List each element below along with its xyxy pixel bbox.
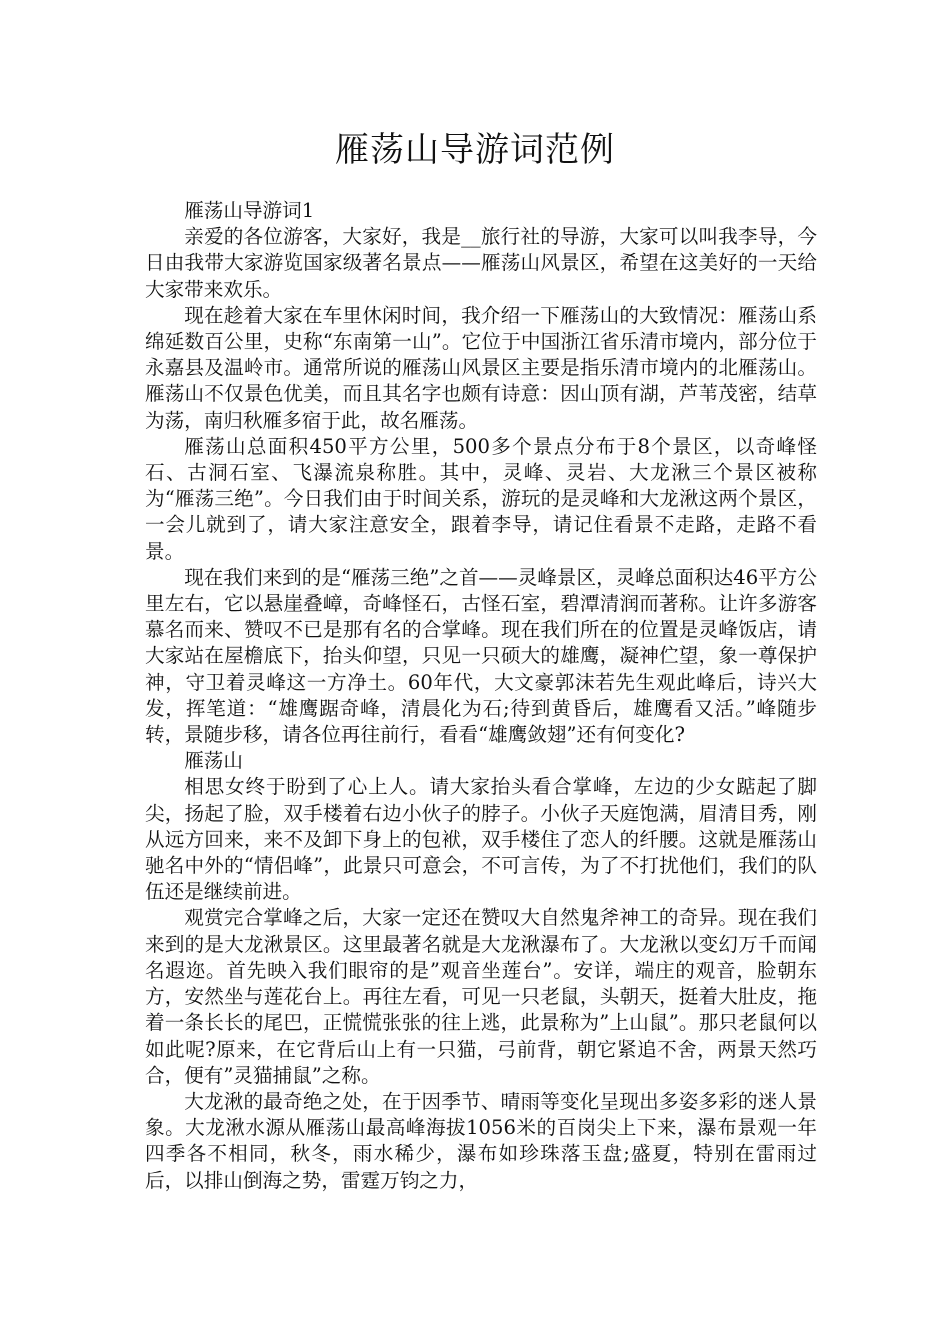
paragraph: 现在我们来到的是“雁荡三绝”之首——灵峰景区，灵峰总面积达46平方公里左右，它以悬崖叠嶂，奇峰怪石，古怪石室，碧潭清润而著称。让许多游客慕名而来、赞叹不已是那有名的合掌峰。现在我们所在的位置是灵峰饭店，请大家站在屋檐底下，抬头仰望，只见一只硕大的雄鹰，凝神伫望，象一尊保护神，守卫着灵峰这一方净土。60年代，大文豪郭沫若先生观此峰后，诗兴大发，挥笔道：“雄鹰踞奇峰，清晨化为石;待到黄昏后，雄鹰看又活。”峰随步转，景随步移，请各位再往前行，看看“雄鹰敛翅”还有何变化? (145, 565, 817, 747)
document-title: 雁荡山导游词范例 (335, 130, 615, 170)
paragraph: 雁荡山总面积450平方公里，500多个景点分布于8个景区，以奇峰怪石、古洞石室、飞瀑流泉称胜。其中，灵峰、灵岩、大龙湫三个景区被称为“雁荡三绝”。今日我们由于时间关系，游玩的是灵峰和大龙湫这两个景区，一会儿就到了，请大家注意安全，跟着李导，请记住看景不走路，走路不看景。 (145, 434, 817, 563)
paragraph: 亲爱的各位游客，大家好，我是__旅行社的导游，大家可以叫我李导，今日由我带大家游览国家级著名景点——雁荡山风景区，希望在这美好的一天给大家带来欢乐。 (145, 225, 817, 301)
paragraph: 大龙湫的最奇绝之处，在于因季节、晴雨等变化呈现出多姿多彩的迷人景象。大龙湫水源从雁荡山最高峰海拔1056米的百岗尖上下来，瀑布景观一年四季各不相同，秋冬，雨水稀少，瀑布如珍珠落玉盘;盛夏，特别在雷雨过后，以排山倒海之势，雷霆万钧之力， (145, 1089, 817, 1192)
paragraph-heading: 雁荡山导游词1 (184, 199, 315, 222)
paragraph-subheading: 雁荡山 (184, 749, 243, 773)
document-body (145, 198, 817, 1194)
paragraph: 相思女终于盼到了心上人。请大家抬头看合掌峰，左边的少女踮起了脚尖，扬起了脸，双手楼着右边小伙子的脖子。小伙子天庭饱满，眉清目秀，刚从远方回来，来不及卸下身上的包袱，双手楼住了恋人的纤腰。这就是雁荡山驰名中外的“情侣峰”，此景只可意会，不可言传，为了不打扰他们，我们的队伍还是继续前进。 (145, 775, 817, 904)
paragraph: 观赏完合掌峰之后，大家一定还在赞叹大自然鬼斧神工的奇异。现在我们来到的是大龙湫景区。这里最著名就是大龙湫瀑布了。大龙湫以变幻万千而闻名遐迩。首先映入我们眼帘的是”观音坐莲台”。安详，端庄的观音，脸朝东方，安然坐与莲花台上。再往左看，可见一只老鼠，头朝天，挺着大肚皮，拖着一条长长的尾巴，正慌慌张张的往上逃，此景称为”上山鼠”。那只老鼠何以如此呢?原来，在它背后山上有一只猫，弓前背，朝它紧追不舍，两景天然巧合，便有”灵猫捕鼠”之称。 (145, 906, 817, 1087)
paragraph: 现在趁着大家在车里休闲时间，我介绍一下雁荡山的大致情况：雁荡山系绵延数百公里，史称“东南第一山”。它位于中国浙江省乐清市境内，部分位于永嘉县及温岭市。通常所说的雁荡山风景区主要是指乐清市境内的北雁荡山。雁荡山不仅景色优美，而且其名字也颇有诗意：因山顶有湖，芦苇茂密，结草为荡，南归秋雁多宿于此，故名雁荡。 (145, 303, 817, 432)
